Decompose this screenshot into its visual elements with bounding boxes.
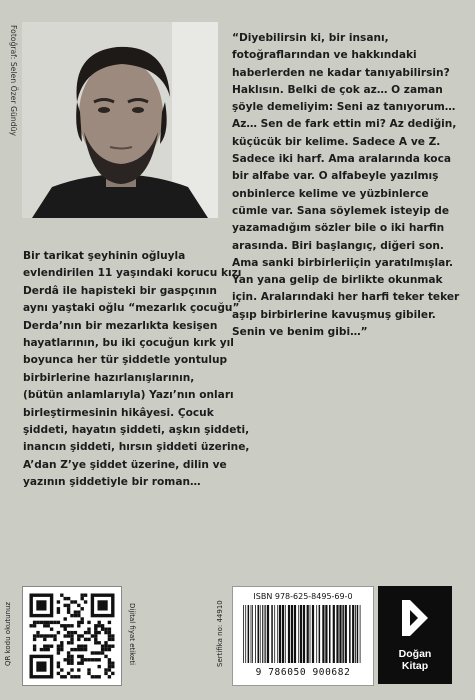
blurb-line: (bütün anlamlarıyla) Yazı’nın onları	[23, 389, 234, 402]
quote-text	[232, 30, 460, 341]
quote-line: “Diyebilirsin ki, bir insanı,	[232, 32, 389, 44]
quote-line: cümle var. Sana söylemek isteyip de	[232, 204, 450, 217]
publisher-logo	[378, 586, 452, 684]
blurb-line: Derda’nın bir mezarlıkta kesişen	[23, 319, 218, 332]
blurb-line: Bir tarikat şeyhinin oğluyla	[23, 250, 186, 262]
serial-label: Sertifika no: 44910	[216, 600, 224, 668]
qr-label: QR kodu okutunuz	[4, 601, 12, 667]
isbn-text: ISBN 978-625-8495-69-0	[253, 592, 353, 601]
quote-line: Yan yana gelip de birlikte okunmak	[232, 274, 443, 287]
author-photo	[22, 22, 218, 218]
digital-price-label: Dijital fiyat etiketi	[128, 602, 136, 666]
quote-line: Haklısın. Belki de çok az… O zaman	[232, 83, 443, 96]
quote-line: Sadece iki harf. Ama aralarında koca	[232, 153, 452, 166]
blurb-line: şiddeti, hayatın şiddeti, aşkın şiddeti,	[23, 424, 250, 437]
quote-line: Az… Sen de fark ettin mi? Az dediğin,	[232, 118, 457, 131]
blurb-line: inancın şiddeti, hırsın şiddeti üzerine,	[23, 441, 250, 454]
blurb-line: A’dan Z’ye şiddet üzerine, dilin ve	[23, 458, 227, 471]
quote-line: için. Aralarındaki her harfi teker teker	[232, 291, 460, 304]
blurb-line: boyunca her tür şiddetle yontulup	[23, 354, 228, 367]
quote-line: bir alfabe var. O alfabeyle yazılmış	[232, 170, 439, 183]
blurb-line: yazının şiddetiyle bir roman…	[23, 476, 201, 489]
quote-line: haberlerden ne kadar tanıyabilirsin?	[232, 66, 450, 79]
quote-line: onbinlerce kelime ve yüzbinlerce	[232, 187, 429, 200]
isbn-barcode	[232, 586, 374, 686]
photo-credit: Fotoğraf: Selen Özer Gündüy	[9, 25, 18, 136]
book-blurb	[23, 248, 250, 492]
quote-line: Senin ve benim gibi…”	[232, 326, 368, 339]
publisher-line-1: Doğan	[398, 648, 432, 660]
qr-code[interactable]	[22, 586, 122, 686]
quote-line: Ama sanki birbirleriiçin yaratılmışlar.	[232, 256, 454, 269]
barcode-digits: 9 786050 900682	[255, 667, 351, 678]
quote-line: aşıp birbirlerine kavuşmuş gibiler.	[232, 308, 436, 321]
blurb-line: Derdâ ile hapisteki bir gaspçının	[23, 284, 217, 297]
quote-line: arasında. Biri başlangıç, diğeri son.	[232, 239, 444, 252]
blurb-line: hayatlarının, bu iki çocuğun kırk yıl	[23, 337, 234, 350]
quote-line: yazamadığım sözler bile o iki harfin	[232, 222, 445, 235]
quote-line: fotoğraflarından ve hakkındaki	[232, 49, 417, 62]
publisher-mark-icon	[400, 598, 430, 638]
quote-line: şöyle demeliyim: Seni az tanıyorum…	[232, 101, 456, 114]
publisher-name	[378, 648, 452, 672]
quote-line: küçücük bir kelime. Sadece A ve Z.	[232, 135, 441, 148]
blurb-line: birleştirmesinin hikâyesi. Çocuk	[23, 406, 214, 419]
blurb-line: evlendirilen 11 yaşındaki korucu kızı	[23, 267, 242, 280]
publisher-line-2: Kitap	[401, 660, 429, 672]
blurb-line: aynı yaştaki oğlu “mezarlık çocuğu”	[23, 302, 240, 315]
blurb-line: birbirlerine hazırlanışlarının,	[23, 371, 195, 384]
